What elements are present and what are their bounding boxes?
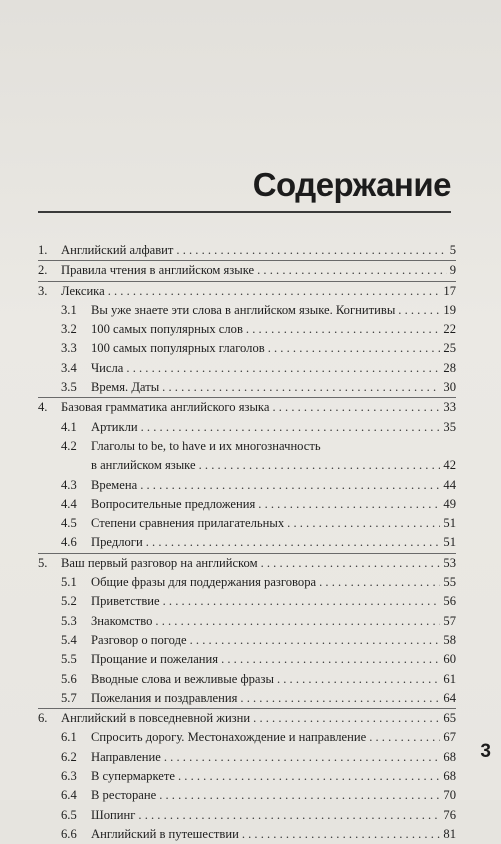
toc-entry-page: 65 (443, 711, 456, 726)
toc-entry-page: 9 (449, 263, 456, 278)
toc-entry-title: Спросить дорогу. Местонахождение и направление (91, 730, 367, 745)
toc-entry-title: Шопинг (91, 807, 136, 822)
page-title: Содержание (252, 166, 451, 203)
dot-leader (246, 320, 441, 339)
toc-entry-number: 5.2 (61, 594, 77, 609)
toc-entry-number: 6.4 (61, 788, 77, 803)
toc-entry-page: 35 (443, 419, 456, 434)
toc-entry-title: В супермаркете (91, 769, 175, 784)
toc-entry-title: 100 самых популярных глаголов (91, 341, 265, 356)
toc-entry-title: Английский в путешествии (91, 826, 239, 841)
toc-entry-title: Вы уже знаете эти слова в английском языке. Когнитивы (91, 302, 396, 317)
dot-leader (199, 456, 441, 475)
toc-entry-number: 3.1 (61, 302, 77, 317)
toc-entry-title: Прощание и пожелания (91, 652, 219, 667)
dot-leader (272, 398, 440, 417)
dot-leader (141, 418, 441, 437)
toc-entry-title: Английский алфавит (61, 243, 174, 257)
dot-leader (221, 650, 440, 669)
toc-entry-number: 5.3 (61, 613, 77, 628)
toc-entry-title: Базовая грамматика английского языка (61, 400, 270, 415)
toc-section-row (38, 728, 456, 747)
dot-leader (319, 573, 440, 592)
toc-entry-number: 4.2 (61, 438, 77, 453)
dot-leader (159, 786, 440, 805)
toc-entry-page: 44 (443, 477, 456, 492)
toc-entry-number: 6.1 (61, 730, 77, 745)
toc-section-row (38, 786, 456, 805)
toc-entry-page: 60 (443, 652, 456, 667)
dot-leader (164, 748, 441, 767)
toc-chapter-row (38, 553, 456, 573)
toc-entry-number: 4.6 (61, 535, 77, 550)
dot-leader (190, 631, 441, 650)
toc-entry-number: 6. (38, 711, 48, 726)
toc-entry-title: Приветствие (91, 594, 160, 609)
dot-leader (277, 670, 440, 689)
toc-entry-number: 5.4 (61, 632, 77, 647)
toc-entry-number: 3.4 (61, 360, 77, 375)
dot-leader (140, 476, 440, 495)
toc-entry-number: 4.4 (61, 496, 77, 511)
toc-entry-title: 100 самых популярных слов (91, 322, 243, 337)
toc-entry-number: 6.2 (61, 749, 77, 764)
toc-entry-number: 1. (38, 243, 48, 257)
toc-entry-page: 68 (443, 749, 456, 764)
toc-entry-title: Степени сравнения прилагательных (91, 516, 285, 531)
toc-section-row (38, 320, 456, 339)
toc-entry-number: 6.5 (61, 807, 77, 822)
toc-entry-number: 5.7 (61, 690, 77, 705)
toc-entry-title: Пожелания и поздравления (91, 690, 238, 705)
toc-entry-number: 5. (38, 555, 48, 570)
toc-entry-title: Время. Даты (91, 380, 160, 395)
toc-entry-page: 5 (449, 243, 456, 257)
toc-entry-page: 25 (443, 341, 456, 356)
toc-entry-number: 5.1 (61, 575, 77, 590)
toc-entry-title: Английский в повседневной жизни (61, 711, 251, 726)
toc-entry-title: Разговор о погоде (91, 632, 187, 647)
toc-entry-number: 3.2 (61, 322, 77, 337)
toc-chapter-row (38, 397, 456, 417)
dot-leader (258, 495, 440, 514)
toc-entry-page: 76 (443, 807, 456, 822)
toc-section-row (38, 592, 456, 611)
toc-entry-number: 4.5 (61, 516, 77, 531)
toc-entry-page: 22 (443, 322, 456, 337)
toc-entry-number: 6.3 (61, 769, 77, 784)
toc-entry-title: Общие фразы для поддержания разговора (91, 575, 317, 590)
toc-entry-page: 81 (443, 826, 456, 841)
table-of-contents (38, 241, 456, 844)
toc-entry-page: 56 (443, 594, 456, 609)
toc-entry-title: Вопросительные предложения (91, 496, 256, 511)
toc-entry-number: 5.6 (61, 671, 77, 686)
dot-leader (163, 592, 441, 611)
dot-leader (287, 514, 440, 533)
toc-entry-page: 30 (443, 380, 456, 395)
dot-leader (261, 554, 441, 573)
dot-leader (398, 301, 440, 320)
toc-entry-number: 5.5 (61, 652, 77, 667)
dot-leader (240, 689, 440, 708)
dot-leader (176, 241, 446, 260)
toc-section-row (38, 301, 456, 320)
toc-section-row (38, 631, 456, 650)
toc-entry-title: Глаголы to be, to have и их многозначность (91, 438, 321, 453)
toc-entry-page: 53 (443, 555, 456, 570)
page-number: 3 (480, 741, 491, 762)
toc-section-row (38, 456, 456, 475)
toc-chapter-row (38, 708, 456, 728)
toc-entry-page: 33 (443, 400, 456, 415)
toc-entry-page: 17 (443, 283, 456, 298)
toc-chapter-row (38, 241, 456, 260)
toc-entry-title: Знакомство (91, 613, 153, 628)
toc-entry-title: Лексика (61, 283, 105, 298)
dot-leader (126, 359, 440, 378)
dot-leader (138, 806, 440, 825)
toc-entry-title: Правила чтения в английском языке (61, 263, 255, 278)
toc-entry-page: 58 (443, 632, 456, 647)
toc-section-row (38, 476, 456, 495)
toc-section-row (38, 767, 456, 786)
toc-section-row (38, 495, 456, 514)
toc-section-row (38, 748, 456, 767)
toc-section-row (38, 418, 456, 437)
toc-entry-page: 55 (443, 575, 456, 590)
dot-leader (268, 339, 441, 358)
toc-section-row (38, 359, 456, 378)
toc-section-row (38, 825, 456, 844)
toc-entry-title: Ваш первый разговор на английском (61, 555, 258, 570)
toc-entry-number: 3. (38, 283, 48, 298)
dot-leader (146, 533, 441, 552)
toc-entry-title: Предлоги (91, 535, 143, 550)
toc-entry-number: 3.3 (61, 341, 77, 356)
toc-entry-title: Артикли (91, 419, 138, 434)
toc-entry-title: Времена (91, 477, 138, 492)
title-divider (38, 211, 451, 213)
toc-section-row (38, 573, 456, 592)
toc-entry-page: 51 (443, 516, 456, 531)
toc-section-row (38, 670, 456, 689)
toc-entry-page: 49 (443, 496, 456, 511)
toc-entry-number: 4. (38, 400, 48, 415)
toc-entry-page: 67 (443, 730, 456, 745)
toc-entry-title: Числа (91, 360, 124, 375)
dot-leader (155, 612, 440, 631)
toc-section-row (38, 378, 456, 397)
toc-section-row (38, 806, 456, 825)
toc-entry-page: 64 (443, 690, 456, 705)
dot-leader (178, 767, 440, 786)
toc-entry-number: 3.5 (61, 380, 77, 395)
toc-section-row (38, 339, 456, 358)
toc-chapter-row (38, 260, 456, 280)
toc-entry-number: 4.3 (61, 477, 77, 492)
toc-entry-page: 61 (443, 671, 456, 686)
dot-leader (369, 728, 440, 747)
toc-entry-number: 4.1 (61, 419, 77, 434)
toc-chapter-row (38, 281, 456, 301)
toc-entry-page: 42 (443, 458, 456, 473)
toc-section-row (38, 689, 456, 708)
toc-entry-title: в английском языке (91, 458, 196, 473)
toc-entry-page: 68 (443, 769, 456, 784)
toc-entry-title: Вводные слова и вежливые фразы (91, 671, 274, 686)
toc-entry-page: 19 (443, 302, 456, 317)
dot-leader (253, 709, 440, 728)
toc-section-row (38, 514, 456, 533)
toc-section-row (38, 533, 456, 552)
toc-entry-title: Направление (91, 749, 161, 764)
toc-section-row (38, 612, 456, 631)
toc-entry-title: В ресторане (91, 788, 157, 803)
toc-entry-page: 57 (443, 613, 456, 628)
dot-leader (162, 378, 440, 397)
dot-leader (242, 825, 441, 844)
toc-entry-page: 51 (443, 535, 456, 550)
toc-entry-number: 2. (38, 263, 48, 278)
toc-entry-page: 28 (443, 360, 456, 375)
dot-leader (108, 282, 441, 301)
toc-section-row (38, 437, 456, 456)
toc-entry-page: 70 (443, 788, 456, 803)
toc-entry-number: 6.6 (61, 826, 77, 841)
dot-leader (257, 261, 447, 280)
toc-section-row (38, 650, 456, 669)
